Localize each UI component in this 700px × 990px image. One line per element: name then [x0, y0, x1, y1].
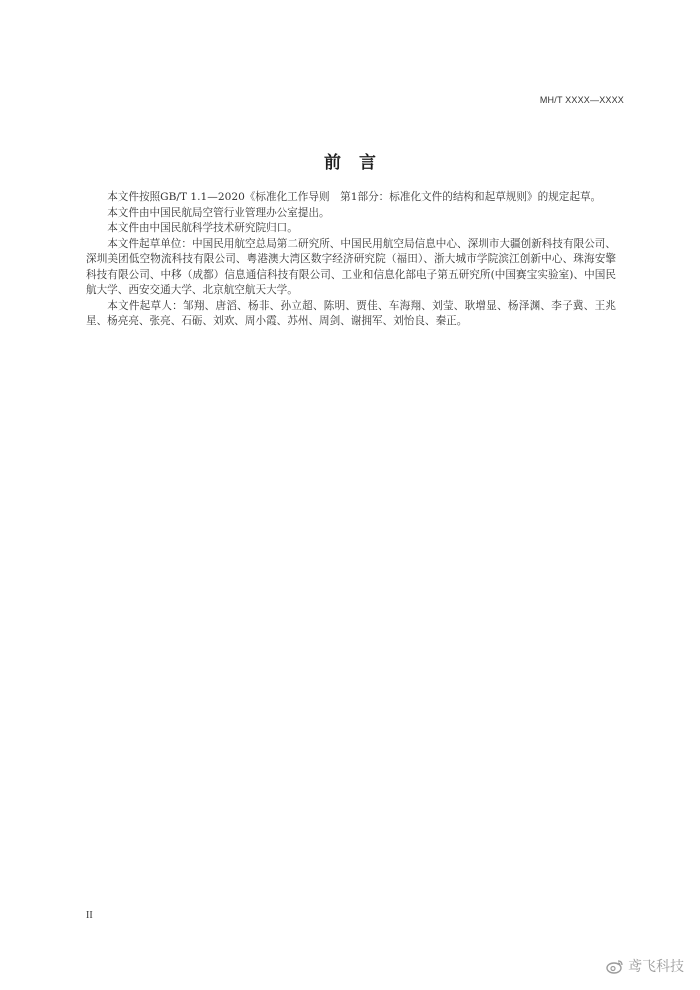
- watermark-text: 鸢飞科技: [628, 959, 684, 975]
- paragraph-drafters: 本文件起草人：邹翔、唐滔、杨非、孙立超、陈明、贾佳、车海翔、刘莹、耿增显、杨泽渊、李子冀、王兆星、杨亮亮、张亮、石砺、刘欢、周小霞、苏州、周剑、谢拥军、刘怡良、秦正。: [86, 299, 616, 327]
- paragraph-administrator: 本文件由中国民航科学技术研究院归口。: [107, 222, 298, 234]
- weibo-icon: [606, 959, 624, 974]
- paragraph-proposer: 本文件由中国民航局空管行业管理办公室提出。: [107, 206, 330, 219]
- paragraph-drafting-basis: 本文件按照GB/T 1.1—2020《标准化工作导则 第1部分：标准化文件的结构和起草规则》的规定起草。: [107, 191, 602, 203]
- foreword-body: [86, 190, 616, 330]
- paragraph-drafting-units: 本文件起草单位：中国民用航空总局第二研究所、中国民用航空局信息中心、深圳市大疆创新科技有限公司、深圳美团低空物流科技有限公司、粤港澳大湾区数字经济研究院（福田）、浙大城市学院滨江创新中心、珠海安擎科技有限公司、中移（成都）信息通信科技有限公司、工业和信息化部电子第五研究所(中国赛宝实验室)、中国民航大学、西安交通大学、北京航空航天大学。: [86, 237, 616, 296]
- watermark: [606, 956, 684, 976]
- page-number: II: [86, 910, 93, 921]
- document-code: MH/T XXXX—XXXX: [539, 95, 624, 105]
- page-title: 前言: [324, 153, 394, 173]
